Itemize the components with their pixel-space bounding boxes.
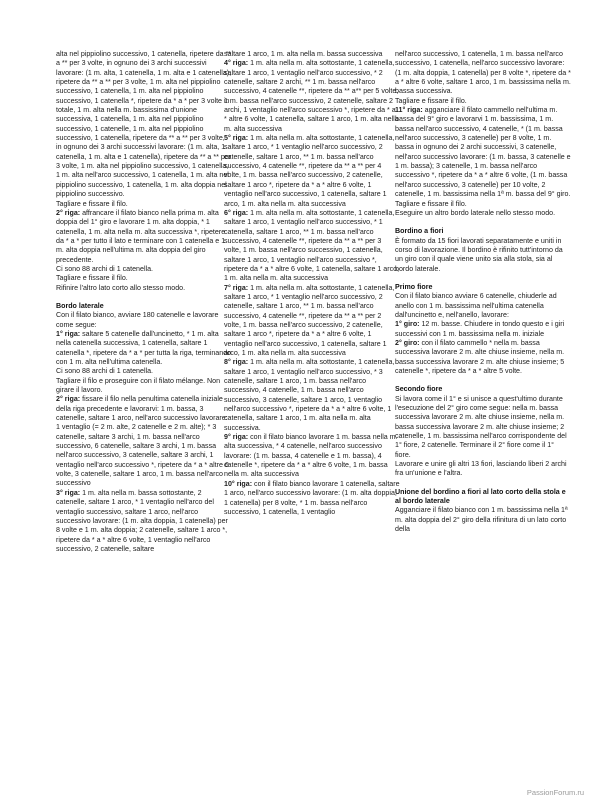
paragraph (56, 274, 232, 283)
paragraph-text: 1 m. alta nella m. alta sottostante, 1 catenella, saltare 1 arco, 1 ventaglio nell'arco successivo, * 2 catenelle, saltare 2 archi, ** 1 m. bassa nell'arco successivo, 4 catenelle **, ripetere da ** a** per 5 volte, 1 m. bassa nell'arco successivo, 2 catenelle, saltare 2 archi, 1 ventaglio nell'arco successivo *, ripetere da * a * altre 6 volte, 1 catenella, saltare 1 arco, 1 m. alta nella m. alta successiva (224, 59, 399, 133)
paragraph-text: Tagliare il filo e proseguire con il filato mélange. Non girare il lavoro. (56, 376, 221, 395)
paragraph (395, 209, 571, 218)
text-column-3 (395, 50, 571, 535)
paragraph (56, 265, 232, 274)
paragraph (224, 433, 400, 480)
paragraph-text: Agganciare il filato bianco con 1 m. bassissima nella 1ª m. alta doppia del 2° giro della rifinitura di un lato corto della (395, 506, 568, 534)
paragraph-spacer (395, 218, 571, 227)
paragraph (224, 50, 400, 59)
paragraph (56, 209, 232, 265)
row-label: 8° riga: (224, 358, 249, 367)
row-label: 4° riga: (224, 59, 249, 68)
section-heading: Bordo laterale (56, 301, 104, 310)
paragraph (395, 339, 571, 376)
paragraph (56, 284, 232, 293)
paragraph (224, 358, 400, 433)
paragraph-text: È formato da 15 fiori lavorati separatamente e uniti in corso di lavorazione. Il bordino è rifinito tutt'intorno da un giro con il quale viene unito sia alla stola, sia al bordo laterale. (395, 236, 563, 273)
paragraph (56, 200, 232, 209)
paragraph-text: Tagliare e fissare il filo. (56, 274, 128, 283)
paragraph (395, 50, 571, 97)
paragraph-text: 1 m. alta nella m. alta sottostante, 1 catenella, saltare 1 arco, 1 ventaglio nell'arco successivo, * 1 catenella, saltare 1 arco, ** 1 m. bassa nell'arco successivo, 4 catenelle **, ripetere da ** a ** per 3 volte, 1 m. bassa nell'arco successivo, 1 catenella, saltare 1 arco, 1 ventaglio nell'arco successivo *, ripetere da * a * altre 6 volte, 1 catenella, saltare 1 arco, 1 m. alta nella m. alta successiva (224, 208, 400, 283)
paragraph-text: Tagliare e fissare il filo. (56, 199, 128, 208)
paragraph (224, 134, 400, 209)
watermark-text: PassionForum.ru (526, 788, 584, 797)
paragraph-text: con il filato bianco lavorare 1 m. bassa nella m. alta successiva, * 4 catenelle, nell'arco successivo lavorare: (1 m. bassa, 4 catenelle e 1 m. bassa), 4 catenelle *, ripetere da * a * altre 6 volte, 1 m. bassa nella m. alta successiva (224, 433, 398, 479)
paragraph (56, 50, 232, 200)
paragraph (224, 209, 400, 284)
row-label: 7° riga: (224, 283, 249, 292)
paragraph-text: Rifinire l'altro lato corto allo stesso modo. (56, 283, 186, 292)
paragraph (56, 330, 232, 367)
row-label: 3° riga: (56, 488, 81, 497)
paragraph (395, 292, 571, 320)
paragraph (395, 460, 571, 479)
paragraph-text: Tagliare e fissare il filo. (395, 96, 467, 105)
paragraph (224, 284, 400, 359)
paragraph-text: alta nel pippiolino successivo, 1 catenella, ripetere da ** a ** per 3 volte, in ognuno dei 3 archi successivi lavorare: (1 m. alta, 1 catenella, 1 m. alta e 1 catenella), ripetere da ** a ** per 3 volte, 1 m. alta nel pippiolino successivo, 1 catenella, 1 m. alta nel pippiolino successivo, 1 catenella *, ripetere da * a * per 3 volte in totale, 1 m. alta nella m. bassissima d'unione successiva, 1 catenella, 1 m. alta nel pippiolino successivo, 1 catenelle, 1 m. alta nel pippiolino successivo, 1 catenella, ripetere da ** a ** per 3 volte, in ognuno dei 3 archi successivi lavorare: (1 m. alta, 1 catenella, 1 m. alta e 1 catenella), ripetere da ** a ** per 3 volte, 1 m. alta nel pippiolino successivo, 1 catenella, 1 m. alta nell'arco successivo, 1 catenella, 1 m. alta nel pippiolino successivo, 1 catenella, 1 m. alta doppia nel pippiolino successivo. (56, 50, 232, 199)
row-label: 11° riga: (395, 106, 423, 115)
paragraph-text: Lavorare e unire gli altri 13 fiori, lasciando liberi 2 archi fra un'unione e l'altra. (395, 460, 567, 478)
row-label: 2° riga: (56, 208, 81, 217)
paragraph (395, 237, 571, 274)
paragraph-text: 1 m. alta nella m. bassa sottostante, 2 catenelle, saltare 1 arco, * 1 ventaglio nell'arco del ventaglio successivo, saltare 1 arco, nell'arco successivo lavorare: (1 m. alta doppia, 1 catenella) per 8 volte e 1 m. alta doppia; 2 catenelle, saltare 1 arco *, ripetere da * a * altre 6 volte, 1 ventaglio nell'arco successivo, 2 catenelle, saltare (56, 488, 228, 553)
paragraph-text: saltare 1 arco, 1 m. alta nella m. bassa successiva (224, 50, 383, 58)
paragraph-text: 1 m. alta nella m. alta sottostante, 1 catenella, saltare 1 arco, * 1 ventaglio nell'arco successivo, 2 catenelle, saltare 1 arco, ** 1 m. bassa nell'arco successivo, 4 catenelle **, ripetere da ** a ** per 2 volte, 1 m. bassa nell'arco successivo, 2 catenelle, saltare 1 arco *, ripetere da * a * altre 6 volte, 1 ventaglio nell'arco successivo, 1 catenella, saltare 1 arco, 1 m. alta nella m. alta successiva (224, 283, 395, 357)
paragraph-text: 1 m. alta nella m. alta sottostante, 1 catenella, saltare 1 arco, 1 ventaglio nell'arco successivo, * 3 catenelle, saltare 1 arco, 1 m. bassa nell'arco successivo, 4 catenelle, 1 m. bassa nell'arco successivo, 3 catenelle, saltare 1 arco, 1 ventaglio nell'arco successivo *, ripetere da * a * altre 6 volte, 1 catenella, saltare 1 arco, 1 m. alta nella m. alta successiva. (224, 358, 395, 432)
section-heading: Unione del bordino a fiori al lato corto della stola e al bordo laterale (395, 487, 566, 506)
paragraph-text: affrancare il filato bianco nella prima m. alta doppia del 1° giro e lavorare 1 m. alta doppia, * 1 catenella, 1 m. alta nella m. alta successiva *, ripetere da * a * per tutto il lato e terminare con 1 catenella e 1 m. alta doppia nell'ultima m. alta doppia del giro precedente. (56, 208, 226, 264)
paragraph (224, 59, 400, 134)
row-label: 6° riga: (224, 208, 249, 217)
row-label: 2° giro: (395, 338, 420, 347)
row-label: 1° riga: (56, 329, 81, 338)
text-column-1 (56, 50, 232, 554)
row-label: 5° riga: (224, 134, 249, 143)
paragraph (395, 97, 571, 106)
paragraph-text: 1 m. alta nella m. alta sottostante, 1 catenella, saltare 1 arco, * 1 ventaglio nell'arco successivo, 2 catenelle, saltare 1 arco, ** 1 m. bassa nell'arco successivo, 4 catenelle **, ripetere da ** a ** per 4 volte, 1 m. bassa nell'arco successivo, 2 catenelle, saltare 1 arco *, ripetere da * a * altre 6 volte, 1 ventaglio nell'arco successivo, 1 catenella, saltare 1 arco, 1 m. alta nella m. alta successiva (224, 134, 395, 208)
paragraph-text: nell'arco successivo, 1 catenella, 1 m. bassa nell'arco successivo, 1 catenella, nell'arco successivo lavorare: (1 m. alta doppia, 1 catenella) per 8 volte *, ripetere da * a * altre 6 volte, saltare 1 arco, 1 m. bassissima nella m. bassa successiva. (395, 50, 571, 96)
paragraph (395, 106, 571, 209)
paragraph-text: 12 m. basse. Chiudere in tondo questo e i giri successivi con 1 m. bassissima nella m. iniziale (395, 320, 565, 338)
paragraph-text: Eseguire un altro bordo laterale nello stesso modo. (395, 208, 556, 217)
paragraph-spacer (395, 479, 571, 488)
paragraph (395, 395, 571, 460)
row-label: 2° riga: (56, 395, 81, 404)
paragraph-text: agganciare il filato cammello nell'ultima m. bassa del 9° giro e lavorarvi 1 m. bassissima, 1 m. bassa nell'arco successivo, 4 catenelle, * (1 m. bassa nell'arco successivo, 3 catenelle) per 8 volte, 1 m. bassa in ognuno dei 2 archi successivi, 3 catenelle, nell'arco successivo lavorare: (1 m. bassa, 3 catenelle e 1 m. bassa); 3 catenelle, 1 m. bassa nell'arco successivo *, ripetere da * a * altre 6 volte, (1 m. bassa nell'arco successivo, 3 catenelle) per 10 volte, 2 catenelle, 1 m. bassissima nella 1ª m. bassa del 9° giro. Tagliare e fissare il filo. (395, 106, 571, 208)
row-label: 10° riga: (224, 479, 253, 488)
paragraph (56, 489, 232, 554)
paragraph-text: Ci sono 88 archi di 1 catenella. (56, 264, 154, 273)
paragraph (56, 311, 232, 330)
section-heading: Primo fiore (395, 282, 433, 291)
paragraph-text: Con il filato bianco avviare 6 catenelle, chiuderle ad anello con 1 m. bassissima nell'ultima catenella dall'uncinetto e, nell'anello, lavorare: (395, 292, 557, 319)
paragraph (395, 320, 571, 339)
paragraph (56, 377, 232, 396)
paragraph-spacer (56, 293, 232, 302)
paragraph (395, 506, 571, 534)
paragraph-text: Con il filato bianco, avviare 180 catenelle e lavorare come segue: (56, 311, 219, 329)
paragraph-text: saltare 5 catenelle dall'uncinetto, * 1 m. alta nella catenella successiva, 1 catenella, saltare 1 catenella *, ripetere da * a * per tutta la riga, terminando con 1 m. alta nell'ultima catenella. (56, 329, 232, 366)
paragraph-spacer (395, 376, 571, 385)
row-label: 9° riga: (224, 433, 249, 442)
paragraph-text: con il filato bianco lavorare 1 catenella, saltare 1 arco, nell'arco successivo lavorare: (1 m. alta doppia, 1 catenella) per 8 volte, * 1 m. bassa nell'arco successivo, 1 catenella, 1 ventaglio (224, 479, 400, 516)
paragraph-text: con il filato cammello * nella m. bassa successiva lavorare 2 m. alte chiuse insieme, nella m. bassa successiva lavorare 2 m. alte chiuse insieme; 5 catenelle *, ripetere da * a * altre 5 volte. (395, 338, 565, 375)
section-heading: Secondo fiore (395, 385, 443, 394)
text-column-2 (224, 50, 400, 517)
paragraph (224, 480, 400, 517)
paragraph-text: Si lavora come il 1° e si unisce a quest'ultimo durante l'esecuzione del 2° giro come segue: nella m. bassa successiva lavorare 2 m. alte chiuse insieme, nella m. bassa successiva lavorare 2 m. alte chiuse insieme; 2 catenelle, 1 m. bassissima nell'arco corrispondente del 1° fiore, 2 catenelle. Terminare il 2° fiore come il 1° fiore. (395, 394, 567, 459)
paragraph-spacer (395, 274, 571, 283)
row-label: 1° giro: (395, 320, 420, 329)
section-heading: Bordino a fiori (395, 227, 444, 236)
paragraph (56, 367, 232, 376)
paragraph (56, 395, 232, 488)
paragraph-text: fissare il filo nella penultima catenella iniziale della riga precedente e lavorarvi: 1 m. bassa, 3 catenelle, saltare 1 arco, nell'arco successivo lavorare: 1 ventaglio (= 2 m. alte, 2 catenelle e 2 m. alte); * 3 catenelle, saltare 3 archi, 1 m. bassa nell'arco successivo, 6 catenelle, saltare 3 archi, 1 m. bassa nell'arco successivo, 3 catenelle, saltare 3 archi, 1 ventaglio nell'arco successivo *, ripetere da * a * altre 6 volte, 3 catenelle, saltare 1 arco, 1 m. bassa nell'arco successivo (56, 395, 229, 488)
paragraph-text: Ci sono 88 archi di 1 catenella. (56, 367, 154, 376)
